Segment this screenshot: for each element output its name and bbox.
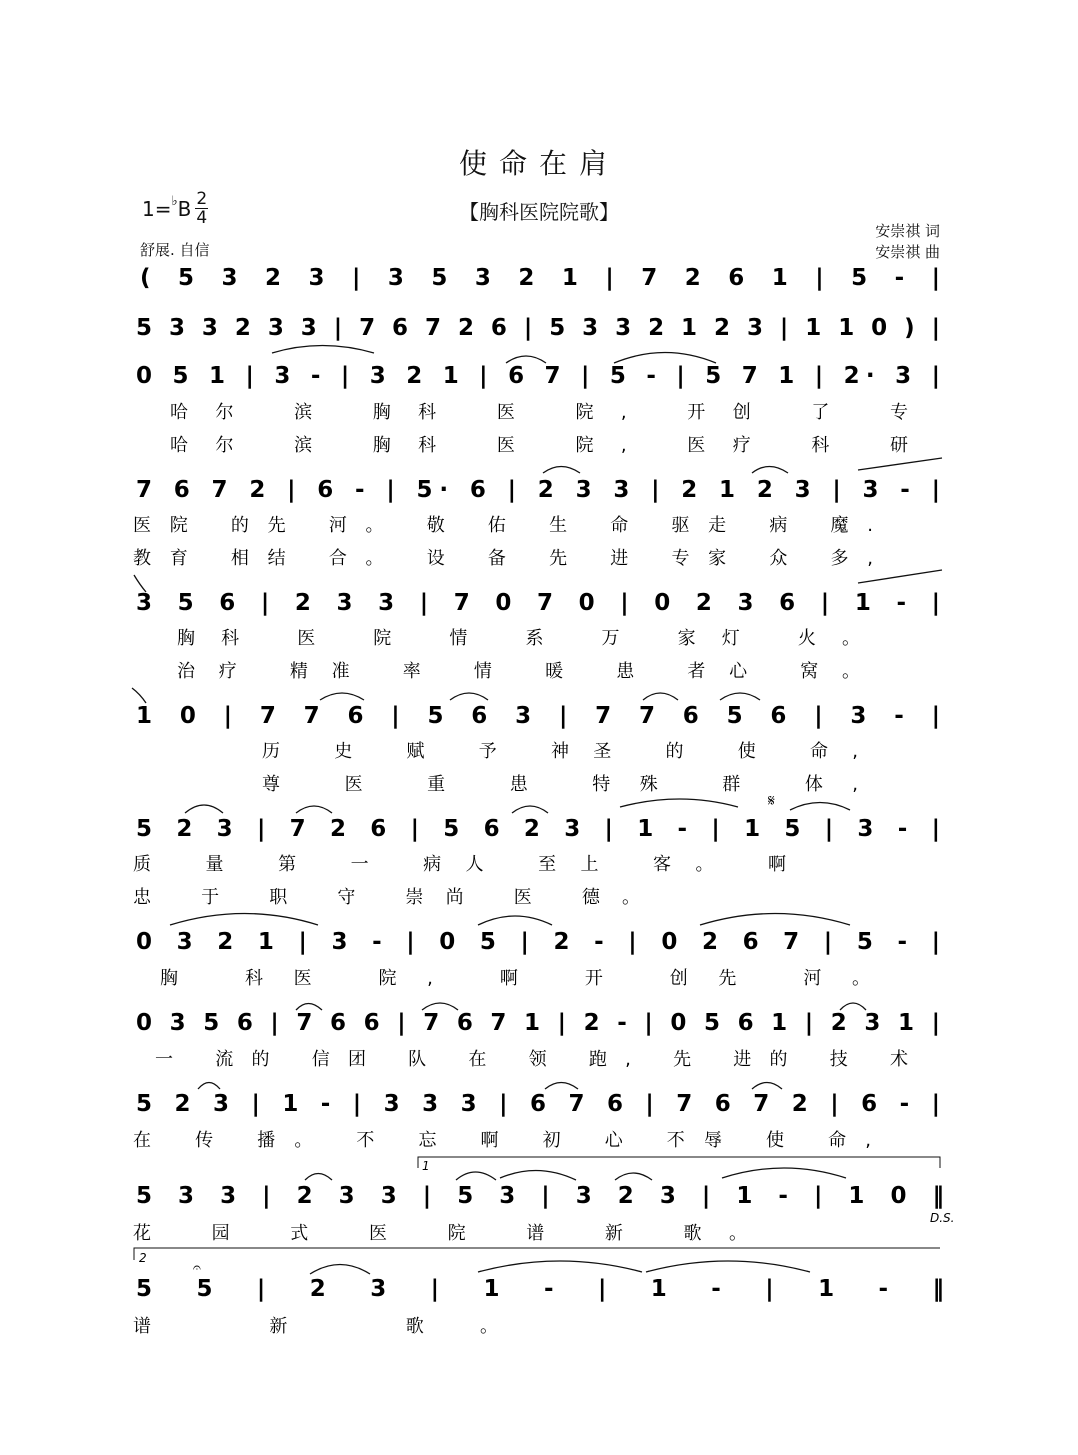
lyric-row-5b: 治疗 精准 率 情 暖 患 者心 窝。: [177, 661, 861, 682]
time-top: 2: [196, 189, 208, 209]
lyric-row-9: 一 流的 信团 队 在 领 跑, 先 进的 技 术: [155, 1049, 908, 1070]
key-tone: B: [177, 196, 192, 221]
notes-row-6: 1 0 | 7 7 6 | 5 6 3 | 7 7 6 5 6 | 3 - |: [136, 703, 941, 729]
composer-credit: 安崇祺 曲: [875, 243, 940, 261]
lyric-row-11: 花 园 式 医 院 谱 新 歌。: [133, 1223, 748, 1244]
lyric-row-8: 胸 科医 院, 啊 开 创先 河。: [160, 968, 870, 989]
notes-row-7: 5 2 3 | 7 2 6 | 5 6 2 3 | 1 - | 1 5 | 3 - |: [136, 816, 940, 842]
tempo-marking: 舒展. 自信: [140, 241, 210, 259]
notes-row-2: 5 3 3 2 3 3 | 7 6 7 2 6 | 5 3 3 2 1 2 3 | 1 1 0 ) |: [136, 315, 941, 341]
lyric-row-3b: 哈尔 滨 胸科 医 院, 医疗 科 研: [170, 435, 908, 456]
notes-row-1: ( 5 3 2 3 | 3 5 3 2 1 | 7 2 6 1 | 5 - |: [140, 265, 941, 291]
lyric-row-6b: 尊 医 重 患 特殊 群 体,: [262, 774, 858, 795]
notes-row-8: 0 3 2 1 | 3 - | 0 5 | 2 - | 0 2 6 7 | 5 - |: [136, 929, 940, 955]
lyric-row-5a: 胸科 医 院 情 系 万 家灯 火。: [177, 628, 861, 649]
lyric-row-6a: 历 史 赋 予 神圣 的 使 命,: [262, 741, 858, 762]
notes-row-4: 7 6 7 2 | 6 - | 5· 6 | 2 3 3 | 2 1 2 3 | 3 - |: [136, 477, 940, 503]
fermata-sign: 𝄐: [193, 1260, 201, 1276]
lyric-row-7a: 质 量 第 一 病人 至上 客。 啊: [133, 854, 786, 875]
ending-1-label: 1: [422, 1159, 430, 1173]
notes-row-9: 0 3 5 6 | 7 6 6 | 7 6 7 1 | 2 - | 0 5 6 1 | 2 3 1 |: [136, 1010, 940, 1036]
lyric-row-4b: 教育 相结 合。 设 备 先 进 专家 众 多,: [133, 548, 873, 569]
key-prefix: 1=: [142, 196, 172, 221]
lyricist-credit: 安崇祺 词: [875, 222, 940, 240]
lyric-row-4a: 医院 的先 河。 敬 佑 生 命 驱走 病 魔.: [133, 515, 873, 536]
ds-marking: D.S.: [930, 1211, 955, 1225]
flat-sign: ♭: [171, 194, 178, 209]
notes-row-5: 3 5 6 | 2 3 3 | 7 0 7 0 | 0 2 3 6 | 1 - |: [136, 590, 940, 616]
time-bottom: 4: [196, 208, 208, 228]
notes-row-10: 5 2 3 | 1 - | 3 3 3 | 6 7 6 | 7 6 7 2 | 6 - |: [136, 1091, 941, 1117]
lyric-row-7b: 忠 于 职 守 崇尚 医 德。: [133, 887, 640, 908]
song-title: 使命在肩: [458, 147, 619, 180]
segno-sign: 𝄋: [768, 791, 775, 810]
lyric-row-3a: 哈尔 滨 胸科 医 院, 开创 了 专: [170, 402, 908, 423]
notes-row-3: 0 5 1 | 3 - | 3 2 1 | 6 7 | 5 - | 5 7 1 | 2· 3 |: [136, 363, 940, 389]
song-subtitle: 【胸科医院院歌】: [459, 200, 619, 224]
ending-2-label: 2: [139, 1251, 147, 1265]
notes-row-11: 5 3 3 | 2 3 3 | 5 3 | 3 2 3 | 1 - | 1 0 ‖: [136, 1183, 944, 1209]
lyric-row-12: 谱 新 歌。: [133, 1316, 498, 1337]
notes-row-12: 5 5 | 2 3 | 1 - | 1 - | 1 - ‖: [136, 1276, 944, 1302]
lyric-row-10: 在 传 播。 不 忘 啊 初 心 不辱 使 命,: [133, 1130, 872, 1151]
